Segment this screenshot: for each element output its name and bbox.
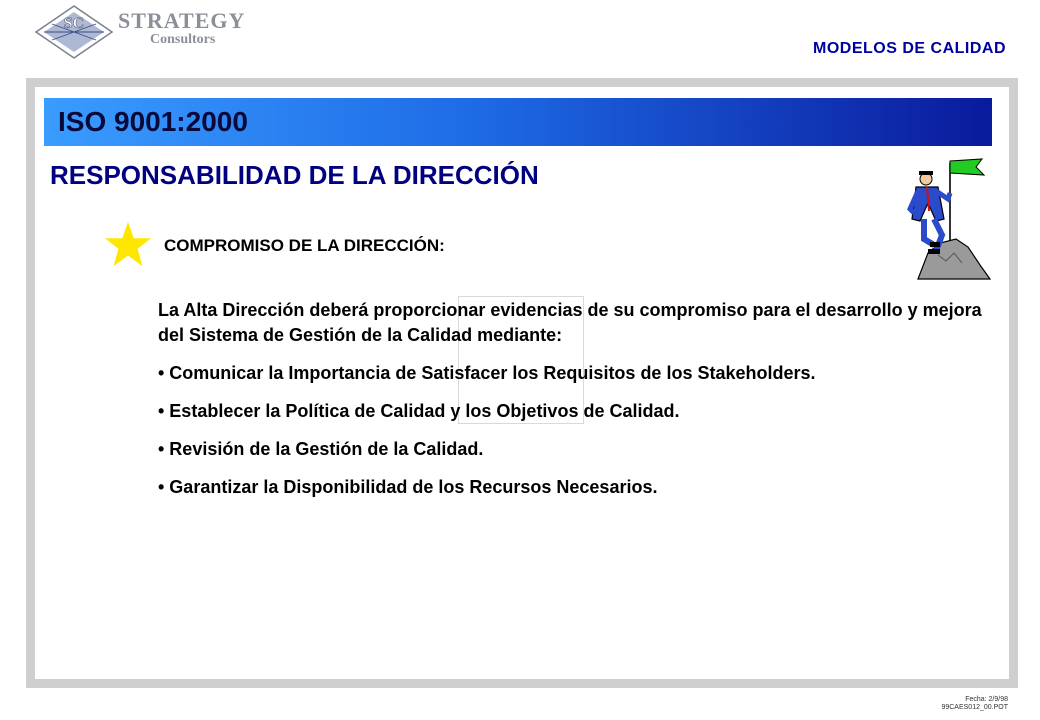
climber-with-flag-icon bbox=[898, 155, 994, 281]
logo-initials: SC bbox=[63, 15, 85, 32]
subheading: COMPROMISO DE LA DIRECCIÓN: bbox=[164, 236, 445, 255]
company-logo bbox=[32, 4, 246, 60]
footer-info bbox=[941, 696, 1008, 712]
logo-subname: Consultors bbox=[150, 32, 216, 47]
bullet-item: • Garantizar la Disponibilidad de los Recursos Necesarios. bbox=[158, 477, 658, 497]
banner-title: ISO 9001:2000 bbox=[58, 106, 248, 137]
footer-file: 99CAES012_00.POT bbox=[941, 704, 1008, 711]
bullet-item: • Revisión de la Gestión de la Calidad. bbox=[158, 439, 484, 459]
footer-date: Fecha: 2/9/98 bbox=[965, 696, 1008, 703]
title-banner bbox=[44, 98, 992, 146]
intro-paragraph: La Alta Dirección deberá proporcionar evidencias de su compromiso para el desarrollo y mejora del Sistema de Gestión de la Calidad mediante: bbox=[158, 300, 982, 345]
logo-name: STRATEGY bbox=[118, 8, 246, 33]
section-title: RESPONSABILIDAD DE LA DIRECCIÓN bbox=[50, 160, 539, 190]
header-title: MODELOS DE CALIDAD bbox=[813, 40, 1006, 57]
bullet-item: • Comunicar la Importancia de Satisfacer los Requisitos de los Stakeholders. bbox=[158, 363, 816, 383]
bullet-item: • Establecer la Política de Calidad y los Objetivos de Calidad. bbox=[158, 401, 680, 421]
diamond-logo-icon bbox=[32, 4, 116, 60]
content-body bbox=[158, 298, 1008, 513]
star-icon bbox=[104, 220, 152, 268]
